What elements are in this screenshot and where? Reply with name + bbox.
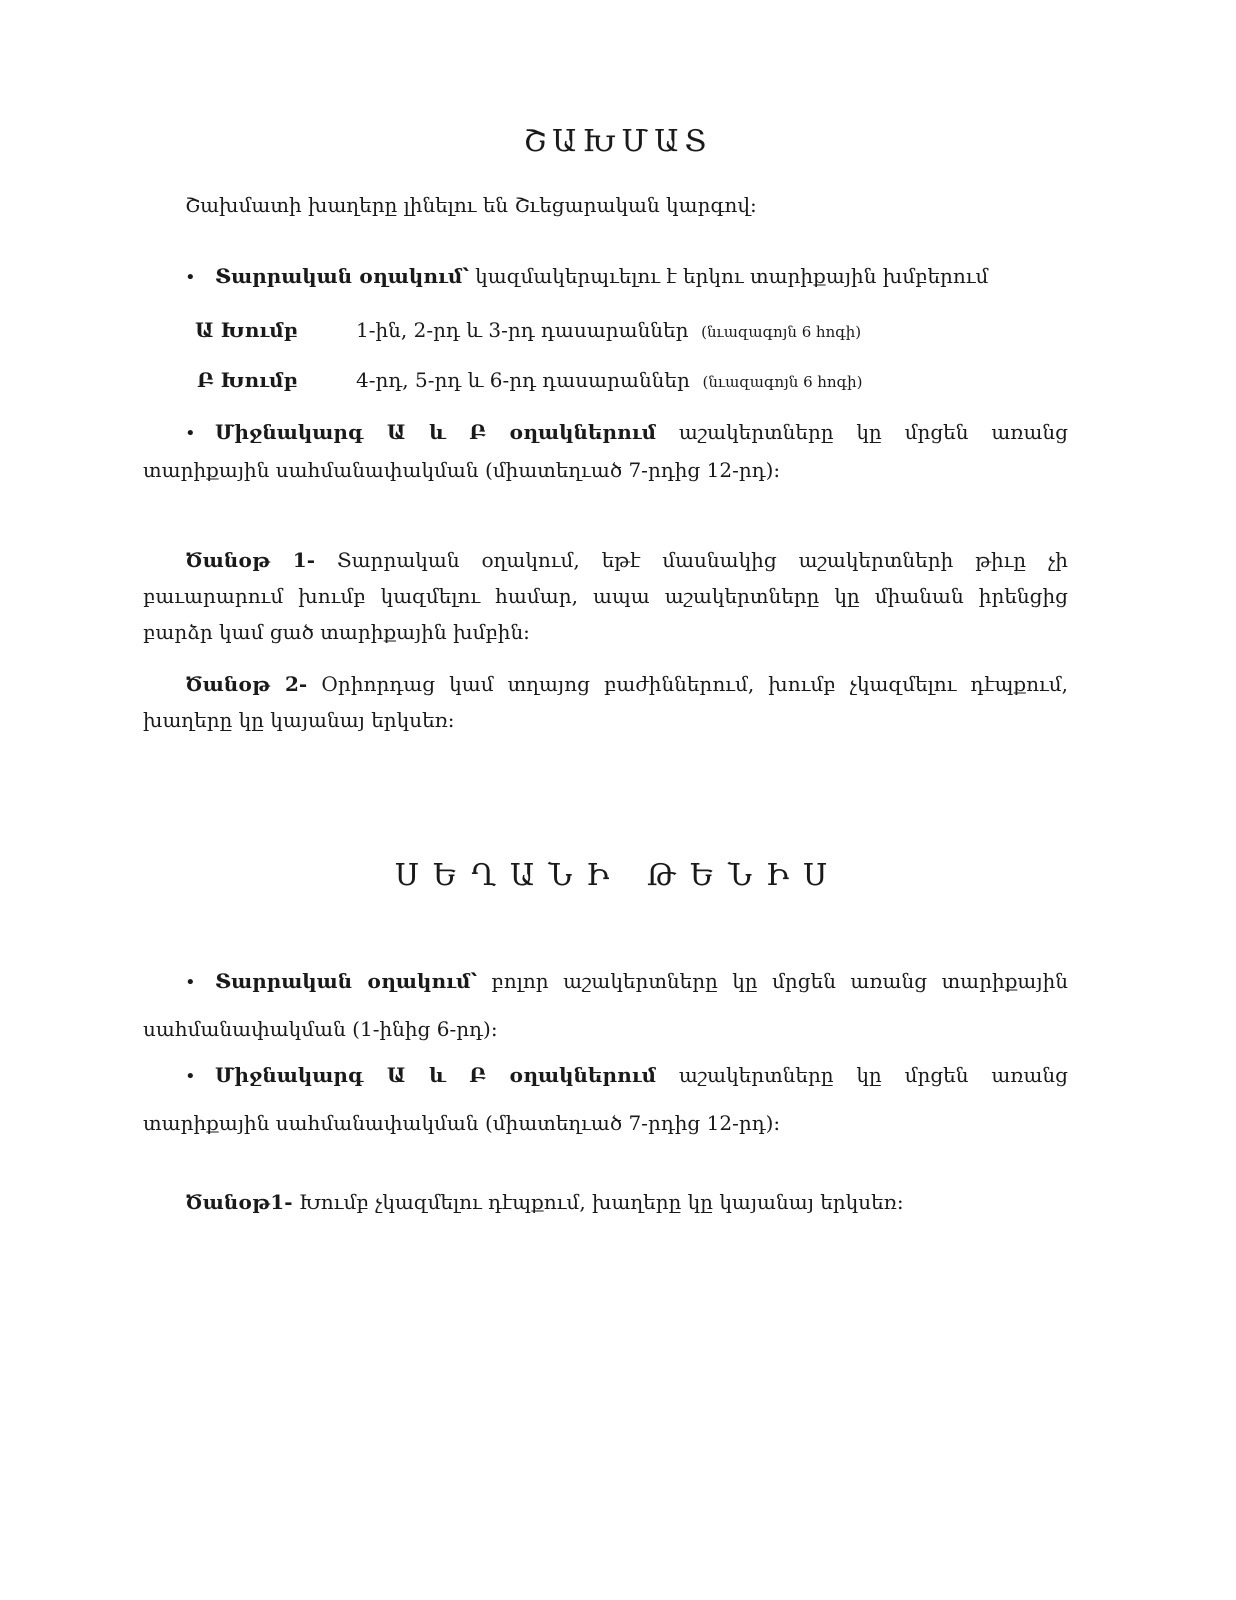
- chess-group-a-row: [356, 312, 861, 350]
- tennis-bullet-secondary-heading: Միջնակարգ Ա և Բ օղակներում: [215, 1063, 657, 1087]
- chess-note-1-text: Տարրական օղակում, եթէ մասնակից աշակերտների թիւը չի բաւարարում խումբ կազմելու համար, ապա աշակերտները կը միանան իրենցից բարձր կամ ցած տարիքային խմբին:: [143, 548, 1068, 644]
- tennis-bullet-secondary: [143, 1052, 1068, 1146]
- chess-note-2-heading: Ծանօթ 2-: [185, 672, 308, 696]
- chess-note-1: [143, 542, 1068, 650]
- chess-note-2-text: Օրիորդաց կամ տղայոց բաժիններում, խումբ չկազմելու դէպքում, խաղերը կը կայանայ երկսեռ:: [143, 672, 1069, 732]
- bullet-icon: •: [185, 1066, 196, 1087]
- chess-bullet-secondary-heading: Միջնակարգ Ա և Բ օղակներում: [215, 420, 657, 444]
- chess-bullet-elementary: [185, 258, 1065, 296]
- tennis-note-1: [185, 1184, 1065, 1220]
- tennis-note-1-heading: Ծանօթ1-: [185, 1190, 293, 1214]
- chess-bullet-elementary-heading: Տարրական օղակում՝: [215, 264, 469, 288]
- chess-group-b-label: Բ Խումբ: [197, 368, 298, 392]
- chess-note-1-heading: Ծանօթ 1-: [185, 548, 316, 572]
- bullet-icon: •: [185, 423, 196, 444]
- chess-group-b-note: (նւազագոյն 6 հոգի): [702, 373, 863, 391]
- tennis-title: ՍԵՂԱՆԻ ԹԵՆԻՍ: [394, 858, 842, 893]
- chess-group-a-label: Ա Խումբ: [195, 318, 298, 342]
- chess-group-a-text: 1-ին, 2-րդ և 3-րդ դասարաններ: [356, 318, 689, 342]
- tennis-bullet-elementary-heading: Տարրական օղակում՝: [215, 969, 477, 993]
- chess-title: ՇԱԽՄԱՏ: [523, 124, 713, 159]
- tennis-bullet-elementary: [143, 958, 1068, 1052]
- bullet-icon: •: [185, 267, 196, 288]
- tennis-note-1-text: Խումբ չկազմելու դէպքում, խաղերը կը կայանայ երկսեռ:: [292, 1190, 904, 1214]
- chess-bullet-elementary-text: կազմակերպւելու է երկու տարիքային խմբերում: [468, 264, 989, 288]
- chess-intro: Շախմատի խաղերը լինելու են Շւեցարական կարգով:: [185, 193, 757, 217]
- chess-note-2: [143, 666, 1068, 738]
- tennis-bullet-elementary-text: բոլոր աշակերտները կը մրցեն առանց տարիքային սահմանափակման (1-ինից 6-րդ):: [143, 969, 1068, 1041]
- chess-group-a-note: (նւազագոյն 6 հոգի): [701, 323, 862, 341]
- chess-bullet-secondary: [143, 414, 1068, 488]
- tennis-bullet-secondary-text: աշակերտները կը մրցեն առանց տարիքային սահմանափակման (միատեղւած 7-րդից 12-րդ):: [143, 1063, 1068, 1135]
- chess-group-b-text: 4-րդ, 5-րդ և 6-րդ դասարաններ: [356, 368, 690, 392]
- bullet-icon: •: [185, 972, 196, 993]
- chess-bullet-secondary-text: աշակերտները կը մրցեն առանց տարիքային սահմանափակման (միատեղւած 7-րդից 12-րդ):: [143, 420, 1068, 482]
- chess-group-b-row: [356, 362, 862, 400]
